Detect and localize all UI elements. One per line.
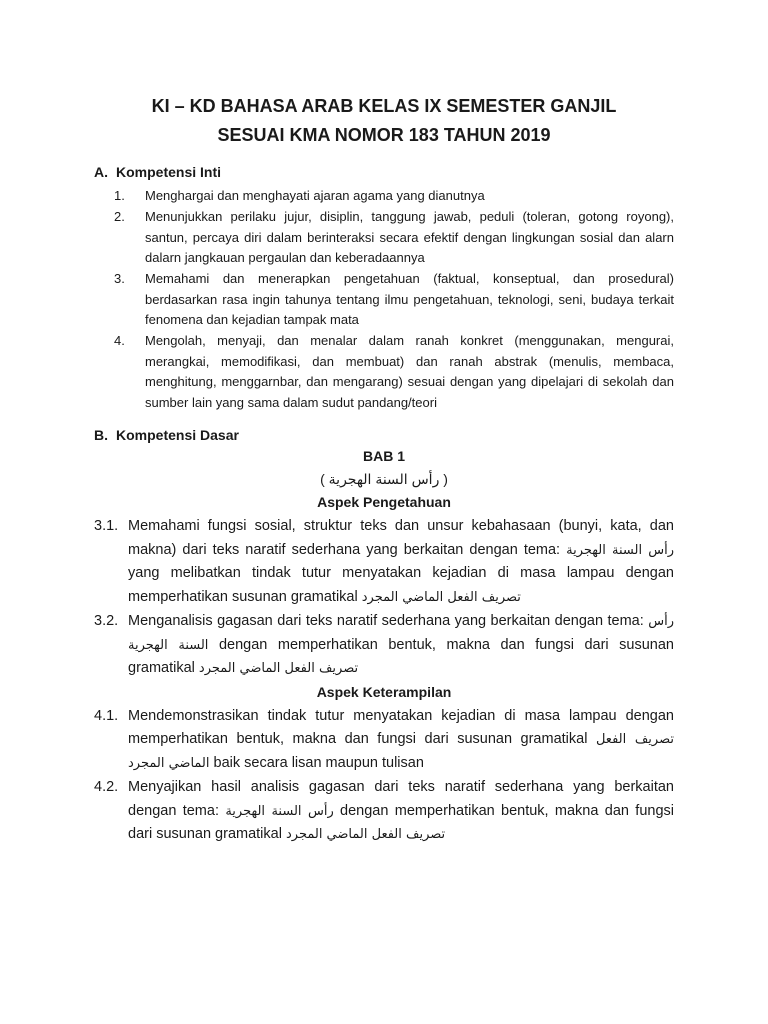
kd-arabic-term: تصريف الفعل الماضي المجرد <box>128 732 674 771</box>
kd-text-part: Mendemonstrasikan tindak tutur menyatakan kejadian di masa lampau dengan memperhatikan bentuk, makna dan fungsi dari susunan gramatikal <box>128 707 674 747</box>
section-b-title: Kompetensi Dasar <box>116 427 239 443</box>
section-b-label: B. <box>94 427 108 443</box>
kd-text-part: yang melibatkan tindak tutur menyatakan kejadian di masa lampau dengan memperhatikan susunan gramatikal <box>128 565 674 605</box>
kd-text-part: Menganalisis gagasan dari teks naratif sederhana yang berkaitan dengan tema: <box>128 613 649 629</box>
aspek-keterampilan-heading: Aspek Keterampilan <box>316 683 452 700</box>
kd-number: 4.1. <box>94 707 119 724</box>
list-item-text: Menghargai dan menghayati ajaran agama yang dianutnya <box>145 188 485 203</box>
list-item <box>94 186 674 207</box>
kompetensi-inti-list <box>94 186 674 413</box>
list-item-number: 4. <box>114 333 125 348</box>
kd-text-part: baik secara lisan maupun tulisan <box>209 754 424 771</box>
list-item-number: 2. <box>114 209 125 224</box>
section-a-label: A. <box>94 164 108 180</box>
kd-item-3-2 <box>94 610 674 681</box>
section-a-title: Kompetensi Inti <box>116 164 222 180</box>
kd-text-part: Memahami fungsi sosial, struktur teks dan unsur kebahasaan (bunyi, kata, dan makna) dari teks naratif sederhana yang berkaitan dengan tema: <box>128 518 674 558</box>
kd-item-3-1 <box>94 515 674 609</box>
kd-text-part: Menyajikan hasil analisis gagasan dari teks naratif sederhana yang berkaitan dengan tema: <box>128 779 674 819</box>
kd-number: 4.2. <box>94 779 119 795</box>
kd-text <box>128 776 674 847</box>
kd-arabic-term: تصريف الفعل الماضي المجرد <box>198 661 359 676</box>
kd-arabic-term: رأس السنة الهجرية <box>566 542 674 558</box>
list-item-number: 3. <box>114 271 125 286</box>
kd-arabic-term: تصريف الفعل الماضي المجرد <box>285 827 446 842</box>
kd-item-4-1 <box>94 705 674 776</box>
kd-text-part: dengan memperhatikan bentuk, makna dan fungsi dari susunan gramatikal <box>128 802 674 842</box>
aspek-pengetahuan-heading: Aspek Pengetahuan <box>317 494 451 510</box>
kd-arabic-term: تصريف الفعل الماضي المجرد <box>361 589 521 605</box>
bab-heading: BAB 1 <box>362 448 405 464</box>
kd-number: 3.1. <box>94 518 119 534</box>
kd-number: 3.2. <box>94 613 119 629</box>
kd-arabic-term: رأس السنة الهجرية <box>225 803 334 819</box>
kd-item-4-2 <box>94 776 674 847</box>
section-a-heading <box>94 162 674 182</box>
list-item-text: Mengolah, menyaji, dan menalar dalam ranah konkret (menggunakan, mengurai, merangkai, memodifikasi, dan membuat) dan ranah abstrak (menulis, membaca, menghitung, menggarnbar, dan mengarang) sesuai dengan yang dipelajari di sekolah dan sumber lain yang sama dalam sudut pandang/teori <box>145 333 674 410</box>
list-item <box>94 331 674 413</box>
list-item-text: Menunjukkan perilaku jujur, disiplin, tanggung jawab, peduli (toleran, gotong royong), santun, percaya diri dalam berinteraksi secara efektif dengan lingkungan sosial dan alarn dalarn jangkauan pergaulan dan keberadaannya <box>145 209 674 265</box>
kd-text <box>128 705 674 776</box>
list-item <box>94 269 674 331</box>
list-item <box>94 207 674 269</box>
document-title-line-1: KI – KD BAHASA ARAB KELAS IX SEMESTER GANJIL <box>151 96 617 116</box>
bab-arabic-title: ( رأس السنة الهجرية ) <box>320 471 448 487</box>
kd-text-part: dengan memperhatikan bentuk, makna dan fungsi dari susunan gramatikal <box>128 636 674 676</box>
list-item-text: Memahami dan menerapkan pengetahuan (faktual, konseptual, dan prosedural) berdasarkan rasa ingin tahunya tentang ilmu pengetahuan, teknologi, seni, budaya terkait fenomena dan kejadian tampak mata <box>145 271 674 327</box>
section-b-heading <box>94 425 674 445</box>
list-item-number: 1. <box>114 188 125 203</box>
kd-arabic-term: رأس السنة الهجرية <box>128 614 674 653</box>
document-title-line-2: SESUAI KMA NOMOR 183 TAHUN 2019 <box>217 125 551 145</box>
kd-text <box>128 610 674 681</box>
kd-text <box>128 515 674 609</box>
